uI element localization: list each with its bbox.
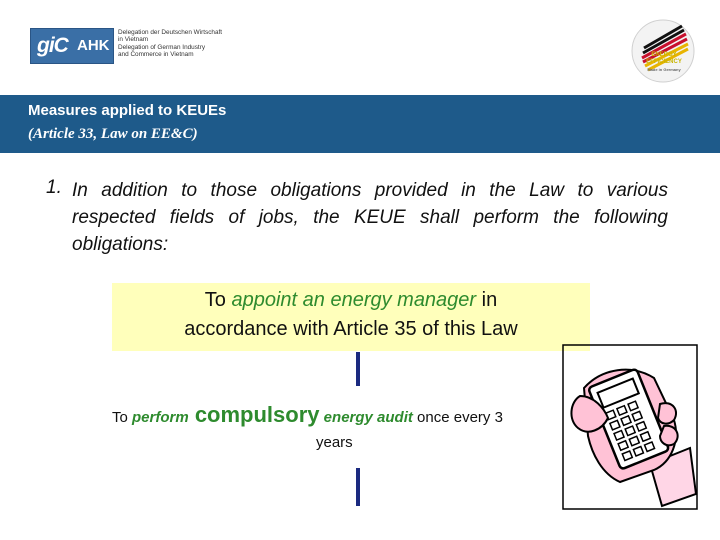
audit-years-text: years <box>316 434 353 451</box>
ahk-desc-line: Delegation der Deutschen Wirtschaft <box>118 29 223 36</box>
audit-suffix: once every 3 <box>412 409 503 426</box>
box-suffix: in <box>476 289 498 311</box>
ahk-logo <box>30 24 240 70</box>
ahk-logo-mark: giC <box>37 34 68 57</box>
energy-efficiency-text <box>641 52 687 73</box>
box-line-1 <box>112 289 590 312</box>
connector-line <box>356 352 360 386</box>
ahk-desc-line: in Vietnam <box>118 36 149 44</box>
ahk-logo-box <box>30 28 114 64</box>
audit-emphasis: energy audit <box>319 409 413 426</box>
audit-big-word: compulsory <box>188 402 320 427</box>
slide-subtitle: (Article 33, Law on EE&C) <box>28 126 198 142</box>
ee-line: Made in Germany <box>647 67 681 72</box>
box-prefix: To <box>204 289 232 311</box>
energy-efficiency-badge-icon <box>630 18 696 84</box>
ahk-desc-line: Delegation of German Industry <box>118 43 206 51</box>
slide-title: Measures applied to KEUEs <box>28 102 227 119</box>
ee-line: EFFICIENCY <box>646 59 682 65</box>
energy-manager-box <box>112 283 590 351</box>
ahk-logo-description <box>118 29 248 58</box>
ahk-desc-line: and Commerce in Vietnam <box>118 50 194 58</box>
ee-line: ENERGY <box>651 52 677 58</box>
connector-line <box>356 468 360 506</box>
audit-emphasis: perform <box>132 409 189 426</box>
list-item-number: 1. <box>46 177 62 198</box>
box-emphasis: appoint an energy manager <box>231 289 477 311</box>
audit-prefix: To <box>112 409 133 426</box>
hand-with-calculator-icon <box>562 344 698 510</box>
energy-audit-text <box>112 402 582 428</box>
ahk-logo-name: AHK <box>77 37 110 54</box>
list-item-text: In addition to those obligations provided in the Law to various respected fields of jobs, the KEUE shall perform the following obligations: <box>72 180 668 255</box>
box-line-2: accordance with Article 35 of this Law <box>184 318 518 340</box>
